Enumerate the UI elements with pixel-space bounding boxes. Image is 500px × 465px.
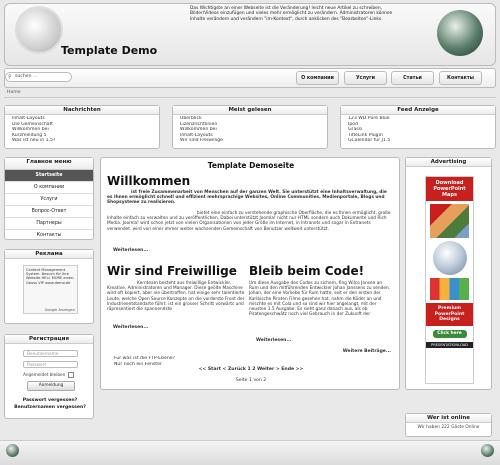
- list-item[interactable]: GCalendar für J1.5: [348, 138, 495, 144]
- list-item[interactable]: Was ist neu in 1.5?: [12, 138, 159, 144]
- menu-item-contacts[interactable]: Контакты: [36, 233, 62, 238]
- tab-contacts[interactable]: Контакты: [439, 71, 482, 85]
- feeds-title: Feed Anzeige: [341, 106, 495, 115]
- forgot-password-link[interactable]: Passwort vergessen?: [22, 398, 78, 403]
- banner-title: Download PowerPoint Maps: [426, 177, 473, 201]
- remember-label: Angemeldet bleiben: [23, 372, 66, 377]
- remember-checkbox[interactable]: [68, 372, 74, 378]
- list-item[interactable]: TitleLink Plugin: [348, 133, 495, 139]
- banner-subtitle: Premium PowerPoint Designs: [426, 303, 473, 326]
- tab-services[interactable]: Услуги: [344, 71, 387, 85]
- forgot-username-link[interactable]: Benutzernamen vergessen?: [14, 405, 86, 410]
- list-item[interactable]: Inhalt-Layouts: [12, 116, 159, 122]
- page-info: Seite 1 von 2: [235, 378, 267, 383]
- search-placeholder: suchen ...: [15, 74, 38, 79]
- list-item[interactable]: Die Gemeinschaft: [12, 122, 159, 128]
- who-online-title: Wer ist online: [406, 414, 491, 423]
- article-body-welcome: bietet eine einfach zu verstehende graphische Oberfläche, die es Ihnen ermöglicht, große Inhalte einfach zu verwalten und zu veröffentlichen. Dabei unterstützt Joomla! nicht nur HTML sondern auch Dokumente und Rich Media. Joomla! wird schon jetzt von vielen Organisationen von jeder Größe im Internet, in Intranets und sogar in Extranets verwendet. wird von einer immer weiter wachsenden Gemeinschaft von Benutzer weltweit unterstützt.: [107, 211, 391, 232]
- login-title: Регистрация: [5, 335, 93, 344]
- search-input[interactable]: [5, 72, 72, 82]
- list-item[interactable]: Überblick: [180, 116, 327, 122]
- article-links: [107, 355, 175, 367]
- article-title-code[interactable]: Bleib beim Code!: [249, 264, 365, 278]
- list-item[interactable]: Willkommen bei: [180, 127, 327, 133]
- feeds-module: [340, 105, 496, 149]
- breadcrumb-divider: [4, 97, 496, 98]
- menu-item-partners[interactable]: Партнеры: [5, 218, 93, 230]
- list-item[interactable]: Inhalt-Layouts: [180, 133, 327, 139]
- who-online-text: Wir haben 222 Gäste Online: [417, 425, 480, 430]
- header-panel: [4, 3, 496, 66]
- menu-item-services[interactable]: Услуги: [5, 194, 93, 206]
- list-item[interactable]: Kurzmeldung 5: [12, 133, 159, 139]
- ad-block[interactable]: [23, 265, 78, 314]
- main-menu-title: Главное меню: [5, 158, 93, 170]
- ad-text: Content Management System. Besuch für Ihre Website HELL MORE einen. Gauss VIP www.demo.de: [26, 268, 75, 285]
- pagination[interactable]: << Start < Zurück 1 2 Weiter > Ende >>: [198, 367, 304, 372]
- read-more-volunteers[interactable]: Weiterlesen...: [113, 325, 149, 330]
- login-button[interactable]: Anmeldung: [27, 381, 75, 391]
- advertising-module: [405, 157, 492, 390]
- tab-articles[interactable]: Статьи: [391, 71, 434, 85]
- tab-about[interactable]: O компании: [296, 71, 339, 85]
- banner-ad[interactable]: [425, 176, 474, 384]
- footer-right-icon: [481, 444, 494, 457]
- globe-image: [433, 241, 467, 275]
- remember-me[interactable]: [23, 372, 74, 378]
- page-title: Template Demoseite: [207, 161, 295, 170]
- popular-title: Meist gelesen: [173, 106, 327, 115]
- page-logo-title: Template Demo: [61, 44, 158, 57]
- popular-module: [172, 105, 328, 149]
- ads-title: Реклама: [5, 250, 93, 259]
- banner-click-button[interactable]: Click here: [433, 330, 467, 338]
- search-icon: ⚲: [8, 74, 12, 80]
- list-item[interactable]: 123 WD Pure Blue: [348, 116, 495, 122]
- globe-icon: [437, 10, 483, 56]
- map-image: [430, 204, 469, 238]
- article-body-code: Um diese Ausgabe des Codes zu sichern, fing Wilco Jansen an Rum und den mitführenden Entwickler Johan Janssens zu senden. Johan, der eine Vorliebe für Rum hatte, seit er den ersten der Karibische Piraten Filme gesehen hat, nahm die Köder an und mischte es mit Cola und so sind wir hier angelangt, mit der neusten 1.5 Ausgabe. Es sieht ganz danach aus, als ob Piratengeschwätz noch viel Gebrauch in der Zukunft der: [249, 281, 391, 318]
- content-panel: [100, 157, 400, 390]
- article-body-volunteers: Kernteam besteht aus freiwillige Entwickler, Kreative, Administratoren und Manager. Diese geölte Maschine wird oft kopiert, aber nie übertroffen. hat einige sehr talentierte Leute, welche Open Source Konzepte an die vorderste Front der Industrieentstandarte führt. ist ein grosser Schritt vorwärts und räpresentiert die spannendste: [107, 281, 245, 313]
- footer-bar: [0, 440, 500, 465]
- username-field[interactable]: Benutzername: [23, 350, 78, 357]
- password-field[interactable]: Passwort: [23, 361, 78, 368]
- footer-left-icon: [6, 444, 19, 457]
- menu-item-home[interactable]: Startseite: [5, 170, 93, 182]
- list-item[interactable]: Willkommen bei: [12, 127, 159, 133]
- chart-image: [430, 278, 469, 300]
- who-online-module: [405, 413, 492, 437]
- google-ads-label: Google Anzeigen: [44, 308, 75, 312]
- banner-footer: PRESENTATIONLOAD: [426, 342, 473, 348]
- list-item[interactable]: Lizenzrichtlinien: [180, 122, 327, 128]
- ads-module: [4, 249, 94, 324]
- breadcrumb[interactable]: Home: [7, 90, 21, 95]
- menu-item-about[interactable]: O компании: [5, 182, 93, 194]
- header-notice: Das Wichtigste an einer Webseite ist die Veränderung! leicht neue Artikel zu schreiben, Bilder/Videos einzufügen und vieles mehr ermöglicht zu verändern. Administratoren können Inhalte verändern und verändern "im-Kontext", durch anklicken des "Bearbeiten"-Links.: [190, 6, 393, 22]
- more-articles-link[interactable]: Weitere Beiträge...: [342, 349, 391, 354]
- list-item[interactable]: Wir sind Freiwillige: [180, 138, 327, 144]
- list-item[interactable]: Nur noch ein Fenster: [114, 362, 175, 368]
- main-menu: [4, 157, 94, 240]
- logo-icon: [17, 8, 61, 52]
- news-module: [4, 105, 160, 149]
- read-more-code[interactable]: Weiterlesen...: [256, 338, 292, 343]
- article-intro: ist freie Zusammenarbeit von Menschen auf der ganzen Welt. Sie unterstützt eine Inhaltsverwaltung, die es Ihnen ermöglicht schnell und effizient mehrsprachige Websites, Online Communities, Medienportale, Blogs und Shopsysteme zu realisieren.: [107, 190, 387, 206]
- list-item[interactable]: Für was ist die FTP-Ebene?: [114, 356, 176, 361]
- list-item[interactable]: Ipod: [348, 122, 495, 128]
- article-title-volunteers[interactable]: Wir sind Freiwillige: [107, 264, 237, 278]
- advertising-title: Advertising: [406, 158, 491, 167]
- article-title-welcome[interactable]: Willkommen: [107, 174, 191, 188]
- login-module: [4, 334, 94, 419]
- read-more-welcome[interactable]: Weiterlesen...: [113, 248, 149, 253]
- list-item[interactable]: Grassi: [348, 127, 495, 133]
- news-title: Nachrichten: [5, 106, 159, 115]
- menu-item-faq[interactable]: Вопрос-Ответ: [5, 206, 93, 218]
